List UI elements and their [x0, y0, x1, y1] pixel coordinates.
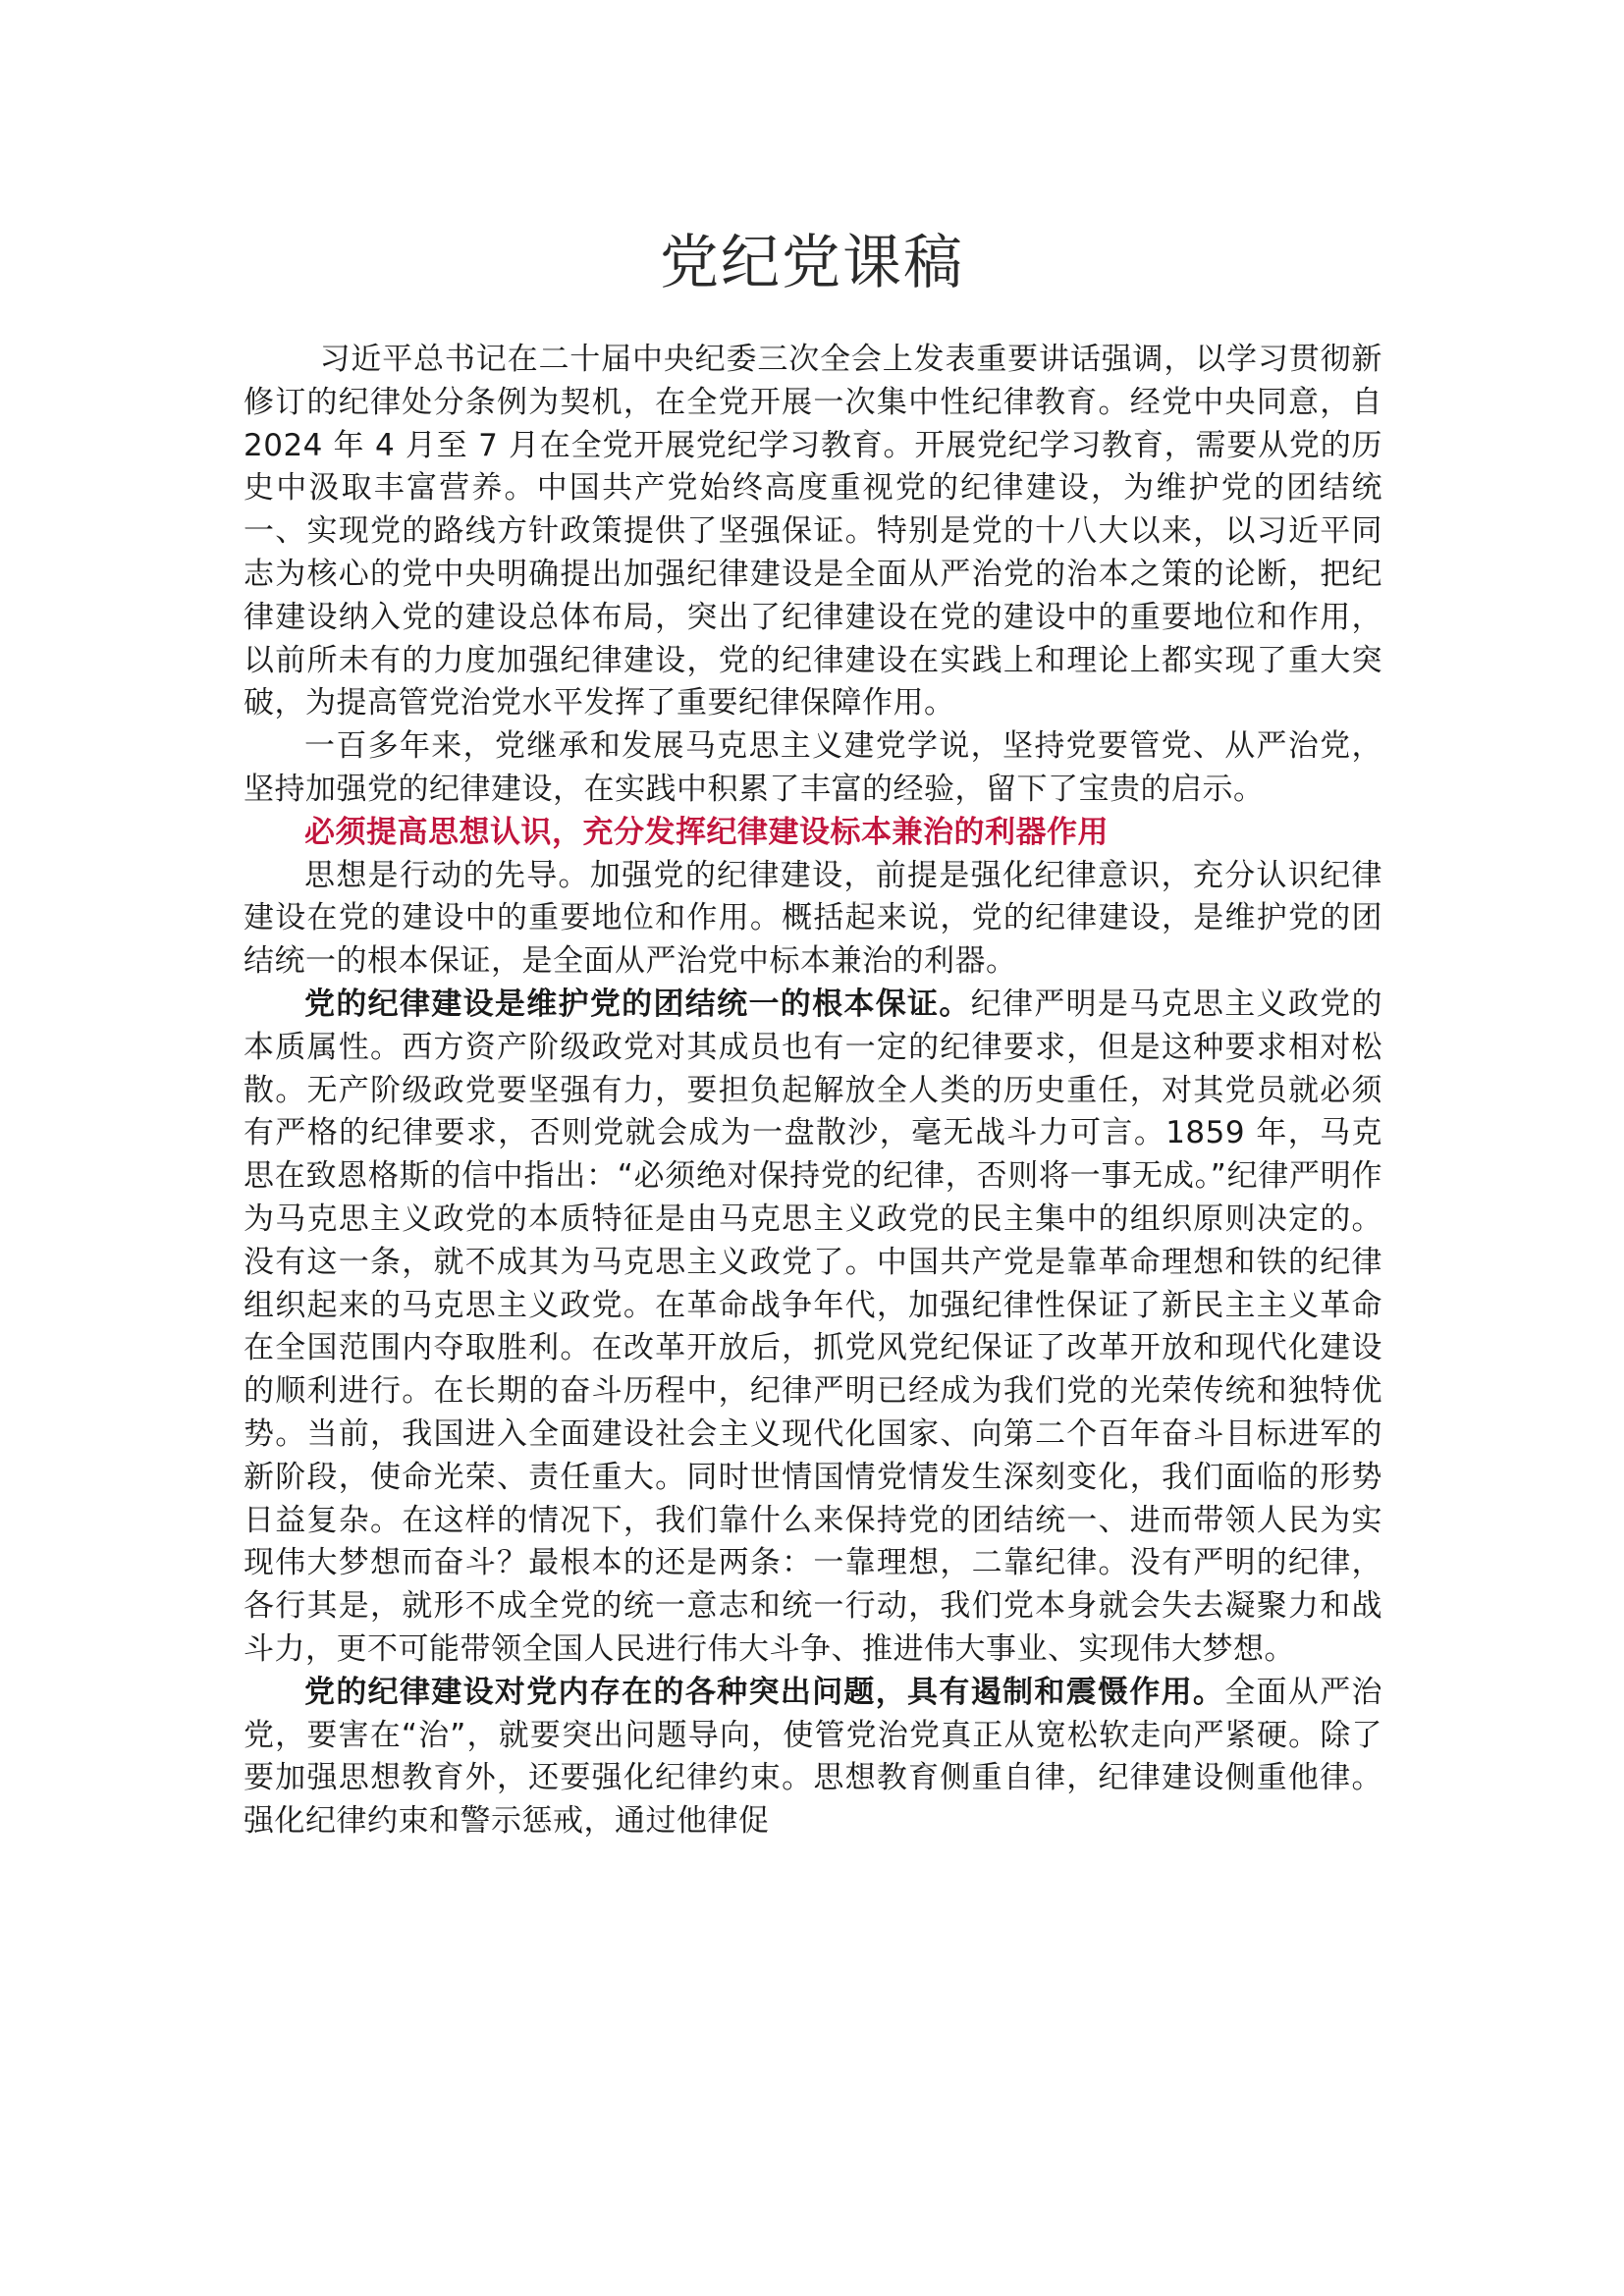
section-heading: 必须提高思想认识，充分发挥纪律建设标本兼治的利器作用: [304, 814, 1109, 850]
document-body: [244, 339, 1382, 1843]
paragraph-history: 一百多年来，党继承和发展马克思主义建党学说，坚持党要管党、从严治党，坚持加强党的纪律建设，在实践中积累了丰富的经验，留下了宝贵的启示。: [244, 728, 1382, 807]
paragraph-lead-deterrence: 党的纪律建设对党内存在的各种突出问题，具有遏制和震慑作用。: [304, 1674, 1225, 1710]
paragraph-deterrence: [244, 1672, 1382, 1843]
document-title: 党纪党课稿: [660, 229, 964, 297]
paragraph-unity: [244, 984, 1382, 1672]
paragraph-lead-unity: 党的纪律建设是维护党的团结统一的根本保证。: [304, 986, 971, 1022]
paragraph-text-deterrence: 全面从严治党，要害在“治”，就要突出问题导向，使管党治党真正从宽松软走向严紧硬。除了要加强思想教育外，还要强化纪律约束。思想教育侧重自律，纪律建设侧重他律。强化纪律约束和警示惩戒，通过他律促: [244, 1674, 1383, 1840]
paragraph-thought: 思想是行动的先导。加强党的纪律建设，前提是强化纪律意识，充分认识纪律建设在党的建设中的重要地位和作用。概括起来说，党的纪律建设，是维护党的团结统一的根本保证，是全面从严治党中标本兼治的利器。: [244, 857, 1382, 980]
paragraph-intro: 习近平总书记在二十届中央纪委三次全会上发表重要讲话强调，以学习贯彻新修订的纪律处分条例为契机，在全党开展一次集中性纪律教育。经党中央同意，自 2024 年 4 月至 7 月在全党开展党纪学习教育。开展党纪学习教育，需要从党的历史中汲取丰富营养。中国共产党始终高度重视党的纪律建设，为维护党的团结统一、实现党的路线方针政策提供了坚强保证。特别是党的十八大以来，以习近平同志为核心的党中央明确提出加强纪律建设是全面从严治党的治本之策的论断，把纪律建设纳入党的建设总体布局，突出了纪律建设在党的建设中的重要地位和作用，以前所未有的力度加强纪律建设，党的纪律建设在实践上和理论上都实现了重大突破，为提高管党治党水平发挥了重要纪律保障作用。: [244, 342, 1382, 721]
paragraph-text-unity: 纪律严明是马克思主义政党的本质属性。西方资产阶级政党对其成员也有一定的纪律要求，但是这种要求相对松散。无产阶级政党要坚强有力，要担负起解放全人类的历史重任，对其党员就必须有严格的纪律要求，否则党就会成为一盘散沙，毫无战斗力可言。1859 年，马克思在致恩格斯的信中指出：“必须绝对保持党的纪律，否则将一事无成。”纪律严明作为马克思主义政党的本质特征是由马克思主义政党的民主集中的组织原则决定的。没有这一条，就不成其为马克思主义政党了。中国共产党是靠革命理想和铁的纪律组织起来的马克思主义政党。在革命战争年代，加强纪律性保证了新民主主义革命在全国范围内夺取胜利。在改革开放后，抓党风党纪保证了改革开放和现代化建设的顺利进行。在长期的奋斗历程中，纪律严明已经成为我们党的光荣传统和独特优势。当前，我国进入全面建设社会主义现代化国家、向第二个百年奋斗目标进军的新阶段，使命光荣、责任重大。同时世情国情党情发生深刻变化，我们面临的形势日益复杂。在这样的情况下，我们靠什么来保持党的团结统一、进而带领人民为实现伟大梦想而奋斗？最根本的还是两条：一靠理想，二靠纪律。没有严明的纪律，各行其是，就形不成全党的统一意志和统一行动，我们党本身就会失去凝聚力和战斗力，更不可能带领全国人民进行伟大斗争、推进伟大事业、实现伟大梦想。: [244, 986, 1383, 1667]
